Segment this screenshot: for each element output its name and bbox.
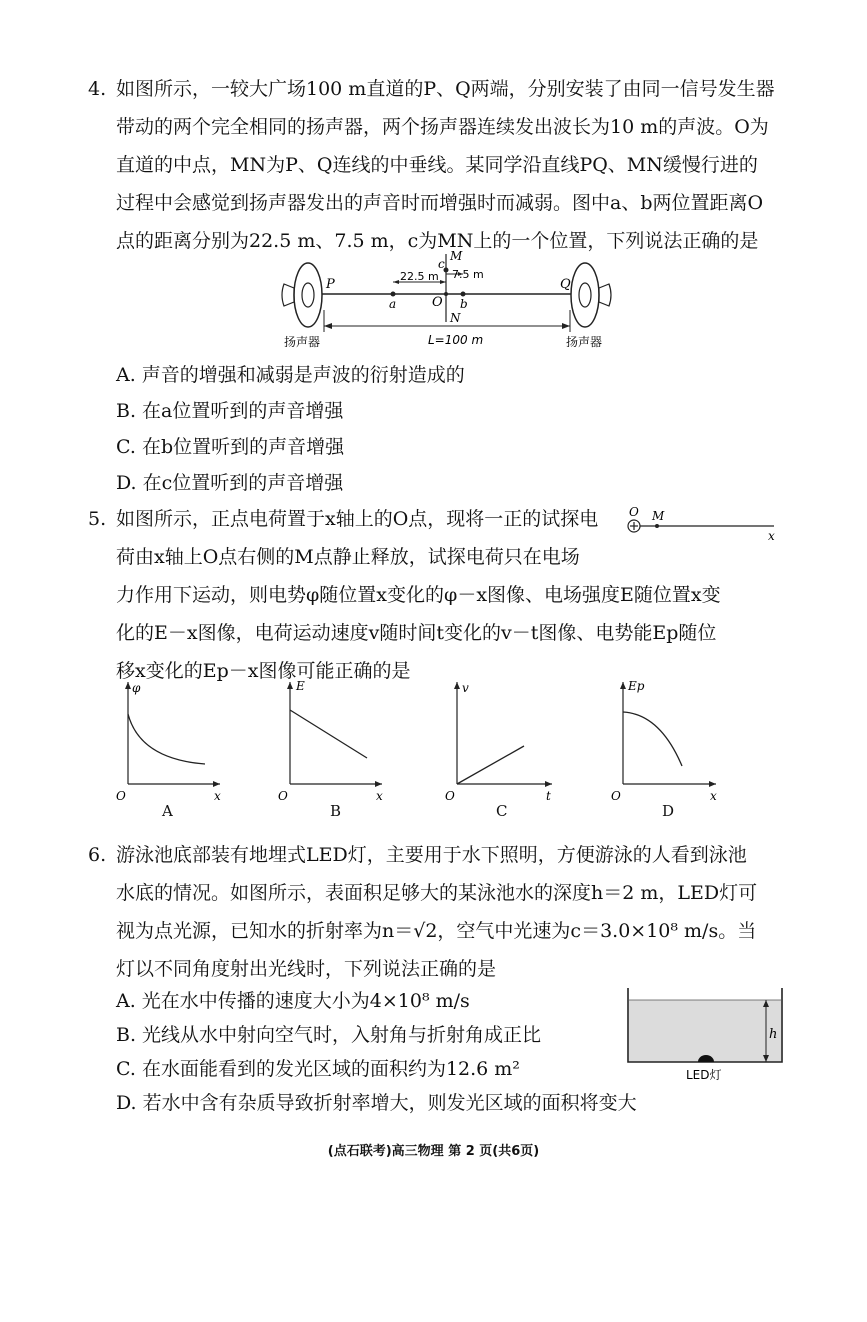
label-m: M [450, 250, 463, 263]
option-d: D. 在c位置听到的声音增强 [116, 472, 344, 494]
question-text-line: 过程中会感觉到扬声器发出的声音时而增强时而减弱。图中a、b两位置距离O [116, 192, 764, 214]
label-speaker-right: 扬声器 [566, 335, 603, 349]
xlabel-b: x [376, 789, 383, 803]
page-footer: (点石联考)高三物理 第 2 页(共6页) [327, 1144, 540, 1159]
pool-water [629, 1000, 781, 1062]
label-n: N [450, 311, 461, 325]
option-c: C. 在水面能看到的发光区域的面积约为12.6 m² [116, 1058, 520, 1080]
xlabel-a: x [214, 789, 221, 803]
option-b: B. 在a位置听到的声音增强 [116, 400, 344, 422]
label-dist-a: 22.5 m [400, 270, 439, 283]
origin-b: O [278, 789, 288, 803]
label-dist-b: 7.5 m [452, 268, 484, 281]
ylabel-c: v [462, 681, 469, 695]
question-number: 5. [88, 508, 107, 530]
question-text-line: 移x变化的Ep－x图像可能正确的是 [116, 660, 411, 682]
ylabel-a: φ [132, 681, 141, 695]
curve-a [128, 714, 205, 764]
caption-b: B [330, 802, 342, 820]
ylabel-b: E [296, 679, 305, 693]
label-o: O [629, 505, 639, 519]
label-speaker-left: 扬声器 [284, 335, 321, 349]
question-text-line: 荷由x轴上O点右侧的M点静止释放，试探电荷只在电场 [116, 546, 580, 568]
question-text-line: 化的E－x图像，电荷运动速度v随时间t变化的v－t图像、电势能Ep随位 [116, 622, 717, 644]
caption-c: C [496, 802, 508, 820]
graph-d [611, 679, 717, 803]
question-text-line: 如图所示，正点电荷置于x轴上的O点，现将一正的试探电 [116, 508, 599, 530]
option-c: C. 在b位置听到的声音增强 [116, 436, 345, 458]
pool-diagram [620, 982, 790, 1082]
curve-b [290, 710, 367, 758]
origin-d: O [611, 789, 621, 803]
caption-d: D [662, 802, 675, 820]
xlabel-d: x [710, 789, 717, 803]
origin-c: O [445, 789, 455, 803]
label-x: x [768, 529, 775, 543]
option-b: B. 光线从水中射向空气时，入射角与折射角成正比 [116, 1024, 542, 1046]
label-p: P [326, 277, 335, 292]
point-a [391, 292, 396, 297]
graphs-svg [110, 674, 790, 804]
question-number: 4. [88, 78, 107, 100]
question-6 [88, 836, 788, 988]
graph-c [445, 681, 552, 803]
curve-d [623, 712, 682, 766]
option-d: D. 若水中含有杂质导致折射率增大，则发光区域的面积将变大 [116, 1092, 637, 1114]
question-text-line: 力作用下运动，则电势φ随位置x变化的φ－x图像、电场强度E随位置x变 [116, 584, 721, 606]
caption-a: A [162, 802, 173, 820]
question-text-line: 视为点光源，已知水的折射率为n＝√2，空气中光速为c＝3.0×10⁸ m/s。当 [116, 920, 757, 942]
point-b [461, 292, 466, 297]
question-text-line: 灯以不同角度射出光线时，下列说法正确的是 [116, 958, 497, 980]
label-a: a [389, 297, 397, 311]
speaker-diagram [280, 250, 620, 350]
question-number: 6. [88, 844, 107, 866]
label-b: b [460, 297, 468, 311]
origin-a: O [116, 789, 126, 803]
graph-row [110, 674, 790, 824]
label-m: M [652, 509, 665, 523]
right-speaker-icon [571, 263, 611, 327]
question-text-line: 水底的情况。如图所示，表面积足够大的某泳池水的深度h＝2 m，LED灯可 [116, 882, 758, 904]
question-text-line: 带动的两个完全相同的扬声器，两个扬声器连续发出波长为10 m的声波。O为 [116, 116, 769, 138]
question-text-line: 游泳池底部装有地埋式LED灯，主要用于水下照明，方便游泳的人看到泳池 [116, 844, 747, 866]
label-h: h [769, 1027, 778, 1042]
left-speaker-icon [282, 263, 322, 327]
graph-b [278, 679, 383, 803]
question-text-line: 点的距离分别为22.5 m、7.5 m，c为MN上的一个位置，下列说法正确的是 [116, 230, 759, 252]
option-a: A. 光在水中传播的速度大小为4×10⁸ m/s [116, 990, 470, 1012]
question-text-line: 如图所示，一较大广场100 m直道的P、Q两端，分别安装了由同一信号发生器 [116, 78, 775, 100]
label-led: LED灯 [686, 1068, 722, 1082]
curve-c [457, 746, 524, 784]
label-length: L=100 m [428, 333, 484, 347]
question-text-line: 直道的中点，MN为P、Q连线的中垂线。某同学沿直线PQ、MN缓慢行进的 [116, 154, 758, 176]
graph-a [116, 681, 221, 803]
charge-axis-diagram [620, 504, 780, 544]
xlabel-c: t [546, 789, 551, 803]
label-o: O [432, 295, 443, 310]
point-o [444, 292, 448, 296]
ylabel-d: Ep [628, 679, 645, 693]
question-4 [88, 70, 788, 260]
option-a: A. 声音的增强和减弱是声波的衍射造成的 [116, 364, 465, 386]
label-c: c [438, 257, 445, 271]
label-q: Q [560, 277, 571, 292]
